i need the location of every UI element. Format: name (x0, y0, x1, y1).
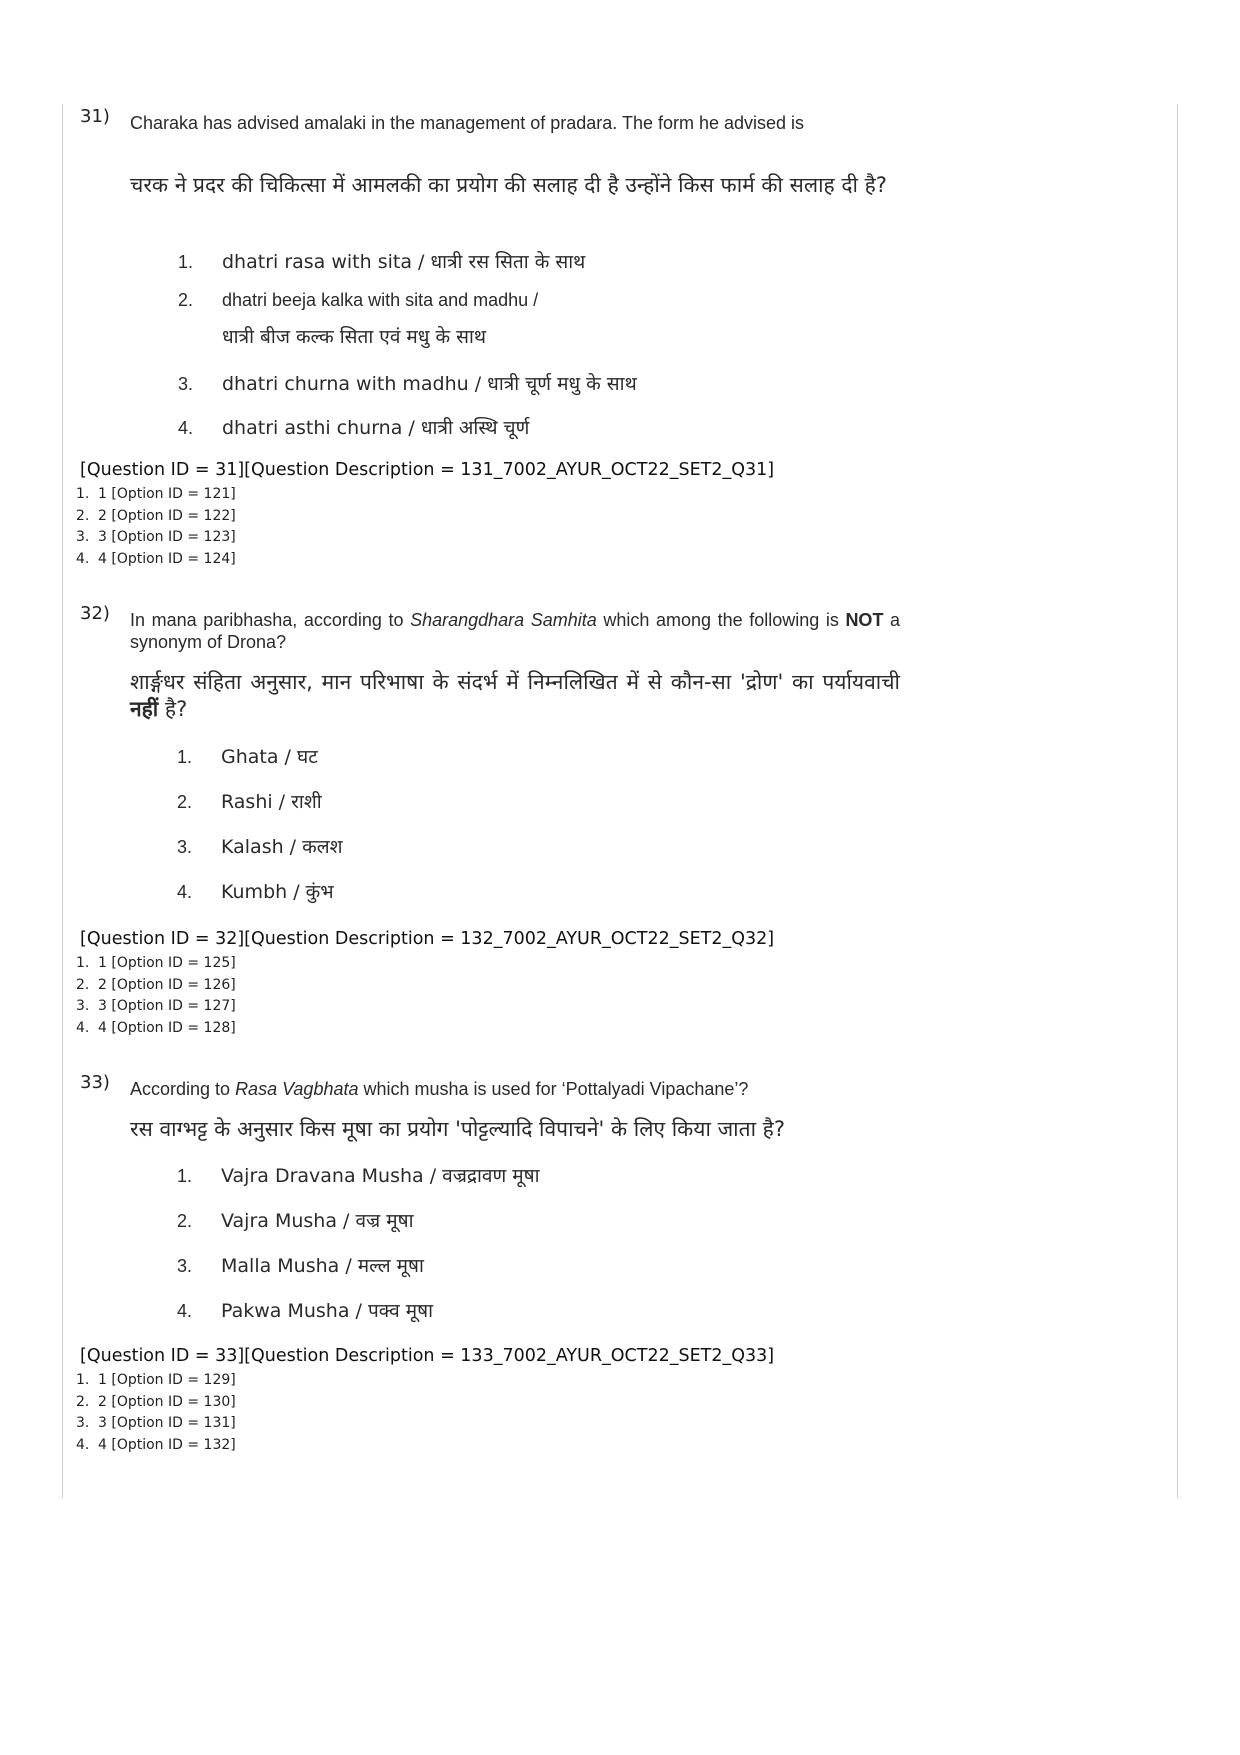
option-text: Kumbh / कुंभ (221, 881, 334, 903)
question-meta: [Question ID = 31][Question Description = 131_7002_AYUR_OCT22_SET2_Q31] (80, 460, 775, 480)
option-4 (178, 414, 529, 440)
option-number: 3. (178, 374, 194, 394)
option-id-list (76, 953, 236, 1039)
question-meta: [Question ID = 33][Question Description = 133_7002_AYUR_OCT22_SET2_Q33] (80, 1346, 775, 1366)
option-number: 2. (177, 792, 193, 812)
option-text: dhatri beeja kalka with sita and madhu / (222, 290, 539, 310)
option-1 (177, 743, 318, 769)
option-number: 1. (178, 252, 194, 272)
option-text: dhatri asthi churna / धात्री अस्थि चूर्ण (222, 417, 530, 439)
question-text-en: In mana paribhasha, according to Sharangdhara Samhita which among the following is NOT a synonym of Drona? (130, 610, 901, 652)
option-number: 3. (177, 837, 193, 857)
option-text: dhatri rasa with sita / धात्री रस सिता के साथ (222, 251, 586, 273)
option-4 (177, 1297, 433, 1323)
list-item: 4. 4 [Option ID = 132] (76, 1436, 236, 1453)
option-text: dhatri churna with madhu / धात्री चूर्ण मधु के साथ (222, 373, 637, 395)
option-number: 4. (177, 882, 193, 902)
list-item: 1. 1 [Option ID = 121] (76, 486, 236, 502)
list-item: 4. 4 [Option ID = 124] (76, 550, 236, 567)
option-number: 2. (178, 290, 194, 310)
question-text-hi: शार्ङ्गधर संहिता अनुसार, मान परिभाषा के संदर्भ में निम्नलिखित में से कौन-सा 'द्रोण' का पर्यायवाची नहीं है? (130, 670, 900, 721)
option-text: Ghata / घट (221, 746, 318, 768)
list-item: 2. 2 [Option ID = 122] (76, 507, 236, 524)
right-margin-rule (1177, 104, 1178, 1498)
list-item: 3. 3 [Option ID = 131] (76, 1415, 236, 1431)
option-3 (178, 370, 637, 396)
question-text-en: Charaka has advised amalaki in the management of pradara. The form he advised is (130, 113, 805, 133)
question-number: 33) (80, 1072, 110, 1093)
option-text: Pakwa Musha / पक्व मूषा (221, 1300, 433, 1322)
option-number: 2. (177, 1211, 193, 1231)
option-3 (177, 1252, 424, 1278)
option-number: 3. (177, 1256, 193, 1276)
option-number: 4. (178, 418, 194, 438)
option-4 (177, 878, 334, 904)
option-number: 1. (177, 747, 193, 767)
option-2 (178, 290, 538, 349)
option-text: Vajra Musha / वज्र मूषा (221, 1210, 414, 1232)
option-text: Malla Musha / मल्ल मूषा (221, 1255, 424, 1277)
question-number: 31) (80, 106, 110, 127)
option-id-list (76, 1370, 236, 1456)
option-text: Kalash / कलश (221, 836, 343, 858)
left-margin-rule (62, 104, 63, 1498)
question-text-en: According to Rasa Vagbhata which musha is used for ‘Pottalyadi Vipachane’? (130, 1079, 749, 1099)
option-id-list (76, 484, 236, 570)
list-item: 1. 1 [Option ID = 125] (76, 955, 236, 971)
list-item: 2. 2 [Option ID = 130] (76, 1393, 236, 1410)
option-2 (177, 1207, 414, 1233)
list-item: 2. 2 [Option ID = 126] (76, 976, 236, 993)
option-1 (177, 1162, 540, 1188)
option-number: 4. (177, 1301, 193, 1321)
question-text-hi: चरक ने प्रदर की चिकित्सा में आमलकी का प्रयोग की सलाह दी है उन्होंने किस फार्म की सलाह दी है? (130, 173, 887, 197)
option-3 (177, 833, 343, 859)
option-1 (178, 248, 585, 274)
question-meta: [Question ID = 32][Question Description = 132_7002_AYUR_OCT22_SET2_Q32] (80, 929, 775, 949)
list-item: 3. 3 [Option ID = 123] (76, 529, 236, 545)
option-text-hi: धात्री बीज कल्क सिता एवं मधु के साथ (222, 326, 487, 348)
option-number: 1. (177, 1166, 193, 1186)
list-item: 4. 4 [Option ID = 128] (76, 1019, 236, 1036)
option-text: Vajra Dravana Musha / वज्रद्रावण मूषा (221, 1165, 540, 1187)
list-item: 1. 1 [Option ID = 129] (76, 1372, 236, 1388)
question-text-hi: रस वाग्भट्ट के अनुसार किस मूषा का प्रयोग 'पोट्टल्यादि विपाचने' के लिए किया जाता है? (130, 1117, 785, 1141)
question-number: 32) (80, 603, 110, 624)
option-2 (177, 788, 322, 814)
option-text: Rashi / राशी (221, 791, 322, 813)
list-item: 3. 3 [Option ID = 127] (76, 998, 236, 1014)
